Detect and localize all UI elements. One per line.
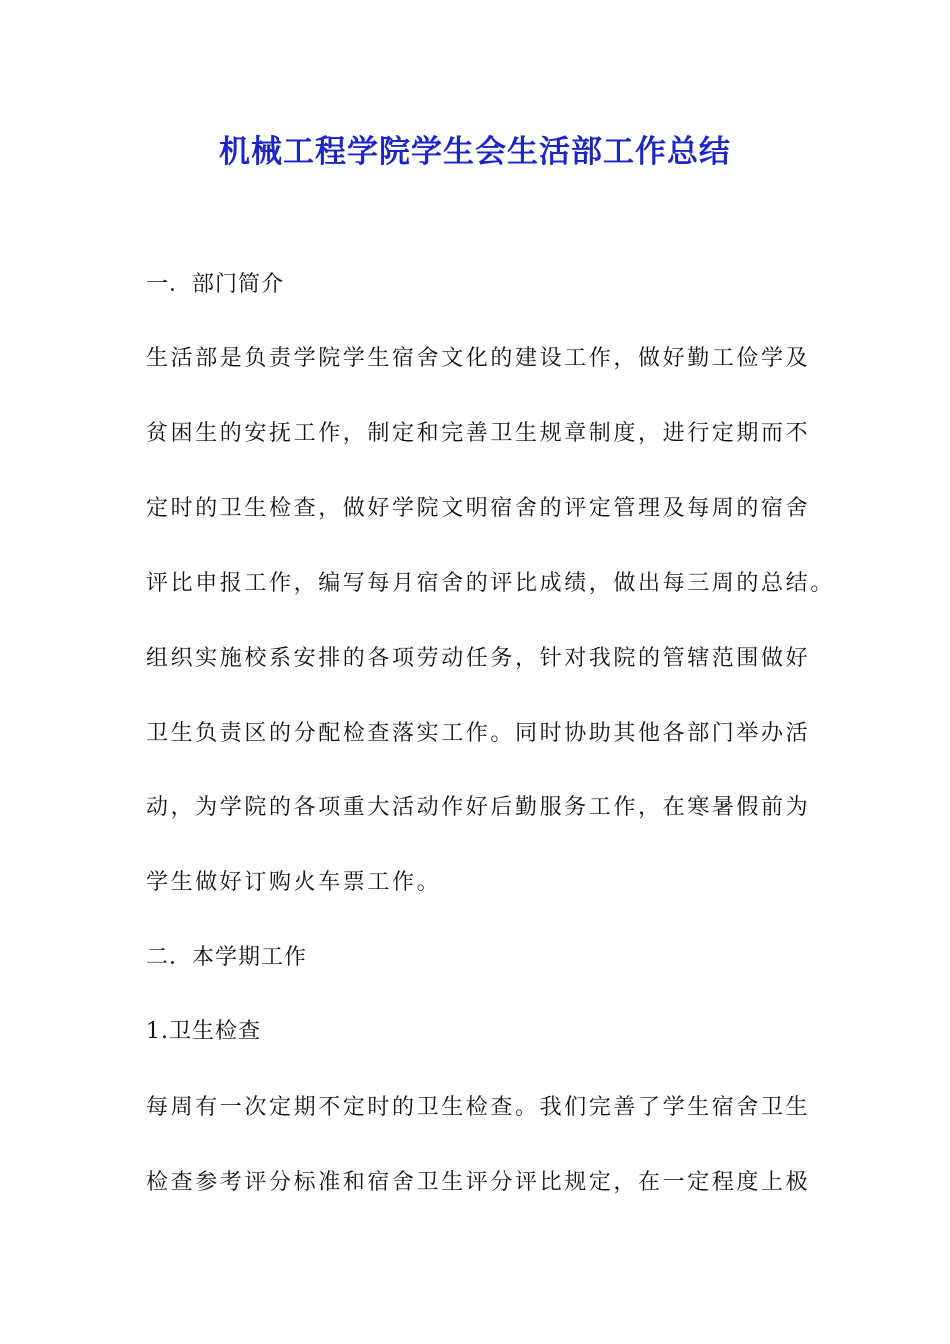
paragraph-line: 生活部是负责学院学生宿舍文化的建设工作，做好勤工俭学及 (146, 346, 811, 371)
section-heading-department-intro: 一．部门简介 (146, 272, 285, 297)
paragraph-line: 每周有一次定期不定时的卫生检查。我们完善了学生宿舍卫生 (146, 1095, 811, 1120)
paragraph-line: 定时的卫生检查，做好学院文明宿舍的评定管理及每周的宿舍 (146, 496, 811, 521)
paragraph-line: 检查参考评分标准和宿舍卫生评分评比规定，在一定程度上极 (146, 1170, 811, 1195)
paragraph-line: 贫困生的安抚工作，制定和完善卫生规章制度，进行定期而不 (146, 421, 811, 446)
paragraph-line: 学生做好订购火车票工作。 (146, 870, 442, 895)
paragraph-line: 组织实施校系安排的各项劳动任务，针对我院的管辖范围做好 (146, 646, 811, 671)
section-heading-semester-work: 二．本学期工作 (146, 945, 308, 970)
paragraph-line: 卫生负责区的分配检查落实工作。同时协助其他各部门举办活 (146, 721, 811, 746)
subsection-heading-hygiene-check: 1.卫生检查 (146, 1019, 261, 1044)
document-title: 机械工程学院学生会生活部工作总结 (219, 134, 731, 170)
paragraph-line: 动，为学院的各项重大活动作好后勤服务工作，在寒暑假前为 (146, 795, 811, 820)
paragraph-line: 评比申报工作，编写每月宿舍的评比成绩，做出每三周的总结。 (146, 571, 835, 596)
